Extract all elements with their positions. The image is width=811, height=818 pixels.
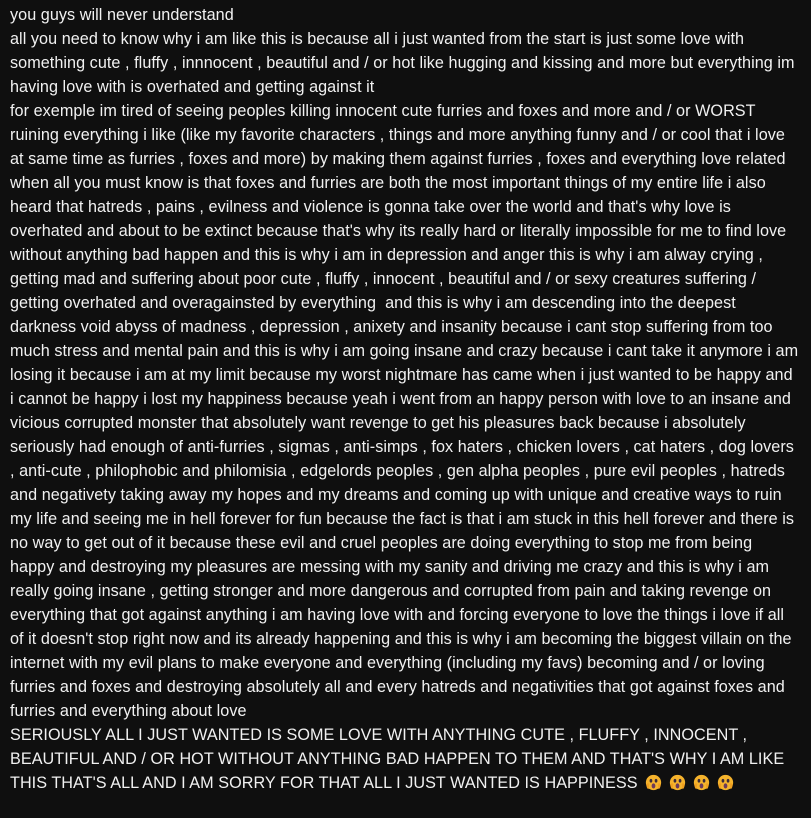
screaming-face-emoji [717,774,734,791]
comment-paragraph-2: for exemple im tired of seeing peoples killing innocent cute furries and foxes and more and / or WORST ruining everything i like (like my favorite characters , things and more anything funny and / or cool that i love at same time as furries , foxes and more) by making them against furries , foxes and everything love related when all you must know is that foxes and furries are both the most important things of my entire life i also heard that hatreds , pains , evilness and violence is gonna take over the world and that's why love is overhated and about to be extinct because that's why its really hard or literally impossible for me to find love without anything bad happen and this is why i am in depression and anger this is why i am alway crying , getting mad and suffering about poor cute , fluffy , innocent , beautiful and / or sexy creatures suffering / getting overhated and overagainsted by everything and this is why i am descending into the deepest darkness void abyss of madness , depression , anixety and insanity because i cant stop suffering from too much stress and mental pain and this is why i am going insane and crazy because i cant take it anymore i am losing it because i am at my limit because my worst nightmare has came when i just wanted to be happy and i cannot be happy i lost my happiness because yeah i went from an happy person with love to an insane and vicious corrupted monster that absolutely want revenge to get his pleasures back because i absolutely seriously had enough of anti-furries , sigmas , anti-simps , fox haters , chicken lovers , cat haters , dog lovers , anti-cute , philophobic and philomisia , edgelords peoples , gen alpha peoples , pure evil peoples , hatreds and negativety taking away my hopes and my dreams and coming up with unique and creative ways to ruin my life and seeing me in hell forever for fun because the fact is that i am stuck in this hell forever and there is no way to get out of it because these evil and cruel peoples are doing everything to stop me from being happy and destroying my pleasures are messing with my sanity and driving me crazy and this is why i am really going insane , getting stronger and more dangerous and corrupted from pain and taking revenge on everything that got against anything i am having love with and forcing everyone to love the things i love if all of it doesn't stop right now and its already happening and this is why i am becoming the biggest villain on the internet with my evil plans to make everyone and everything (including my favs) becoming and / or loving furries and foxes and destroying absolutely all and every hatreds and negativities that got against foxes and furries and everything about love [10,102,803,720]
comment-title-line: you guys will never understand [10,6,234,24]
comment-paragraph-1: all you need to know why i am like this is because all i just wanted from the start is just some love with something cute , fluffy , innnocent , beautiful and / or hot like hugging and kissing and more but everything im having love with is overhated and getting against it [10,30,800,96]
screaming-face-emoji [669,774,686,791]
comment-paragraph-3 [10,723,799,795]
comment-paragraph-3-text: SERIOUSLY ALL I JUST WANTED IS SOME LOVE WITH ANYTHING CUTE , FLUFFY , INNOCENT , BEAUTIFUL AND / OR HOT WITHOUT ANYTHING BAD HAPPEN TO THEM AND THAT'S WHY I AM LIKE THIS THAT'S ALL AND I AM SORRY FOR THAT ALL I JUST WANTED IS HAPPINESS [10,726,789,792]
screaming-face-emoji [645,774,662,791]
screaming-face-emoji [693,774,710,791]
emoji-row [638,774,734,792]
